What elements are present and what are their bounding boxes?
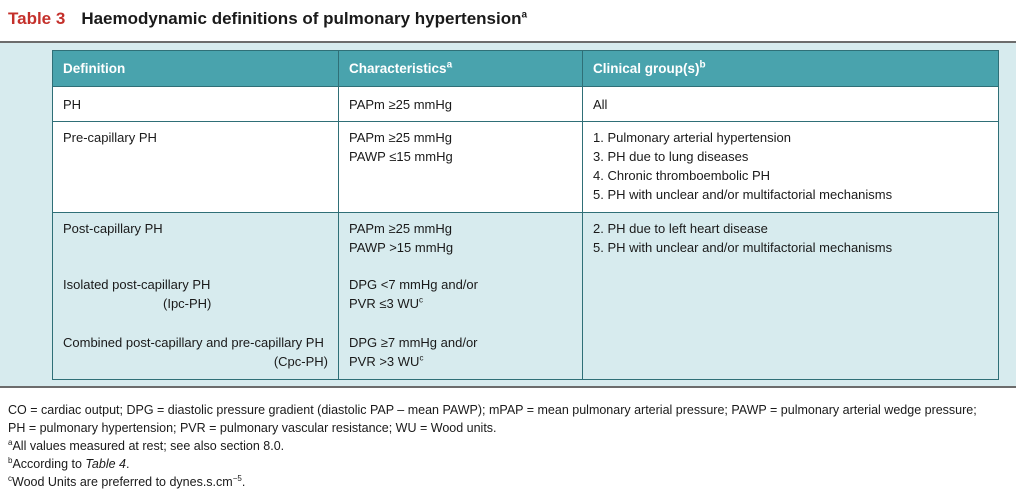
header-characteristics-text: Characteristics: [349, 61, 447, 76]
characteristic-sup: c: [418, 295, 423, 305]
characteristic-line: PAPm ≥25 mmHg: [349, 221, 452, 236]
footnote-mark: a: [8, 437, 13, 447]
characteristic-text: PVR >3 WU: [349, 354, 420, 369]
bottom-rule: [0, 386, 1016, 388]
footnote-text: According to: [12, 457, 86, 471]
header-definition: [53, 51, 339, 87]
cell-characteristics: [339, 213, 583, 380]
characteristic-line: PAWP ≤15 mmHg: [349, 149, 453, 164]
cell-characteristics: [339, 122, 583, 213]
footnote-b: [8, 455, 1012, 473]
table-row: [53, 213, 999, 380]
combined-label: Combined post-capillary and pre-capillary PH: [63, 335, 324, 350]
footnote-mark: b: [8, 455, 13, 465]
group-line: 3. PH due to lung diseases: [593, 149, 749, 164]
characteristic-line: DPG ≥7 mmHg and/or: [349, 335, 478, 350]
isolated-label: Isolated post-capillary PH: [63, 277, 211, 292]
footnote-text: All values measured at rest; see also section 8.0.: [12, 439, 285, 453]
cell-definition: [53, 213, 339, 380]
group-line: 4. Chronic thromboembolic PH: [593, 168, 771, 183]
characteristic-line: [349, 352, 572, 371]
table-row: [53, 87, 999, 122]
group-line: 5. PH with unclear and/or multifactorial mechanisms: [593, 240, 893, 255]
footnote-table-ref: Table 4: [85, 457, 126, 471]
table-title: [81, 9, 527, 29]
header-clinical-groups: [583, 51, 999, 87]
group-line: 5. PH with unclear and/or multifactorial mechanisms: [593, 187, 893, 202]
cell-groups: All: [583, 87, 999, 122]
table-title-text: Haemodynamic definitions of pulmonary hypertension: [81, 9, 522, 28]
header-clinical-groups-sup: b: [699, 59, 706, 71]
footnote-a: [8, 437, 1012, 455]
characteristic-line: PAPm ≥25 mmHg: [349, 130, 452, 145]
footnote-text: Wood Units are preferred to dynes.s.cm: [12, 475, 233, 489]
footnote-end: .: [241, 475, 246, 489]
definitions-table: [52, 50, 999, 380]
footnote-mark: c: [8, 473, 12, 483]
cell-groups: [583, 213, 999, 380]
isolated-abbr: (Ipc-PH): [163, 296, 212, 311]
title-footnote-mark: a: [521, 9, 528, 21]
abbreviations-line-1: CO = cardiac output; DPG = diastolic pressure gradient (diastolic PAP – mean PAWP); mPAP = mean pulmonary arterial pressure; PAWP = pulmonary arterial wedge pressure;: [8, 403, 977, 417]
table-footnotes: [8, 401, 1012, 491]
group-line: 1. Pulmonary arterial hypertension: [593, 130, 791, 145]
characteristic-line: [349, 294, 572, 313]
combined-abbr: (Cpc-PH): [273, 354, 328, 369]
cell-definition: PH: [53, 87, 339, 122]
footnote-exponent: −5: [232, 473, 242, 483]
cell-definition: Pre-capillary PH: [53, 122, 339, 213]
abbreviations-line-2: PH = pulmonary hypertension; PVR = pulmonary vascular resistance; WU = Wood units.: [8, 421, 497, 435]
cell-characteristics: PAPm ≥25 mmHg: [339, 87, 583, 122]
header-characteristics: [339, 51, 583, 87]
characteristic-line: PAWP >15 mmHg: [349, 240, 454, 255]
header-row: [53, 51, 999, 87]
table-number: Table 3: [8, 9, 66, 28]
characteristic-text: PVR ≤3 WU: [349, 296, 419, 311]
cell-groups: [583, 122, 999, 213]
group-line: 2. PH due to left heart disease: [593, 221, 768, 236]
footnote-end: .: [125, 457, 130, 471]
table-row: [53, 122, 999, 213]
table-caption: [8, 3, 527, 35]
footnote-c: [8, 473, 1012, 491]
header-characteristics-sup: a: [446, 59, 453, 71]
characteristic-line: DPG <7 mmHg and/or: [349, 277, 478, 292]
definition-line: Post-capillary PH: [63, 221, 163, 236]
header-definition-text: Definition: [63, 61, 126, 76]
header-clinical-groups-text: Clinical group(s): [593, 61, 700, 76]
characteristic-sup: c: [419, 353, 424, 363]
